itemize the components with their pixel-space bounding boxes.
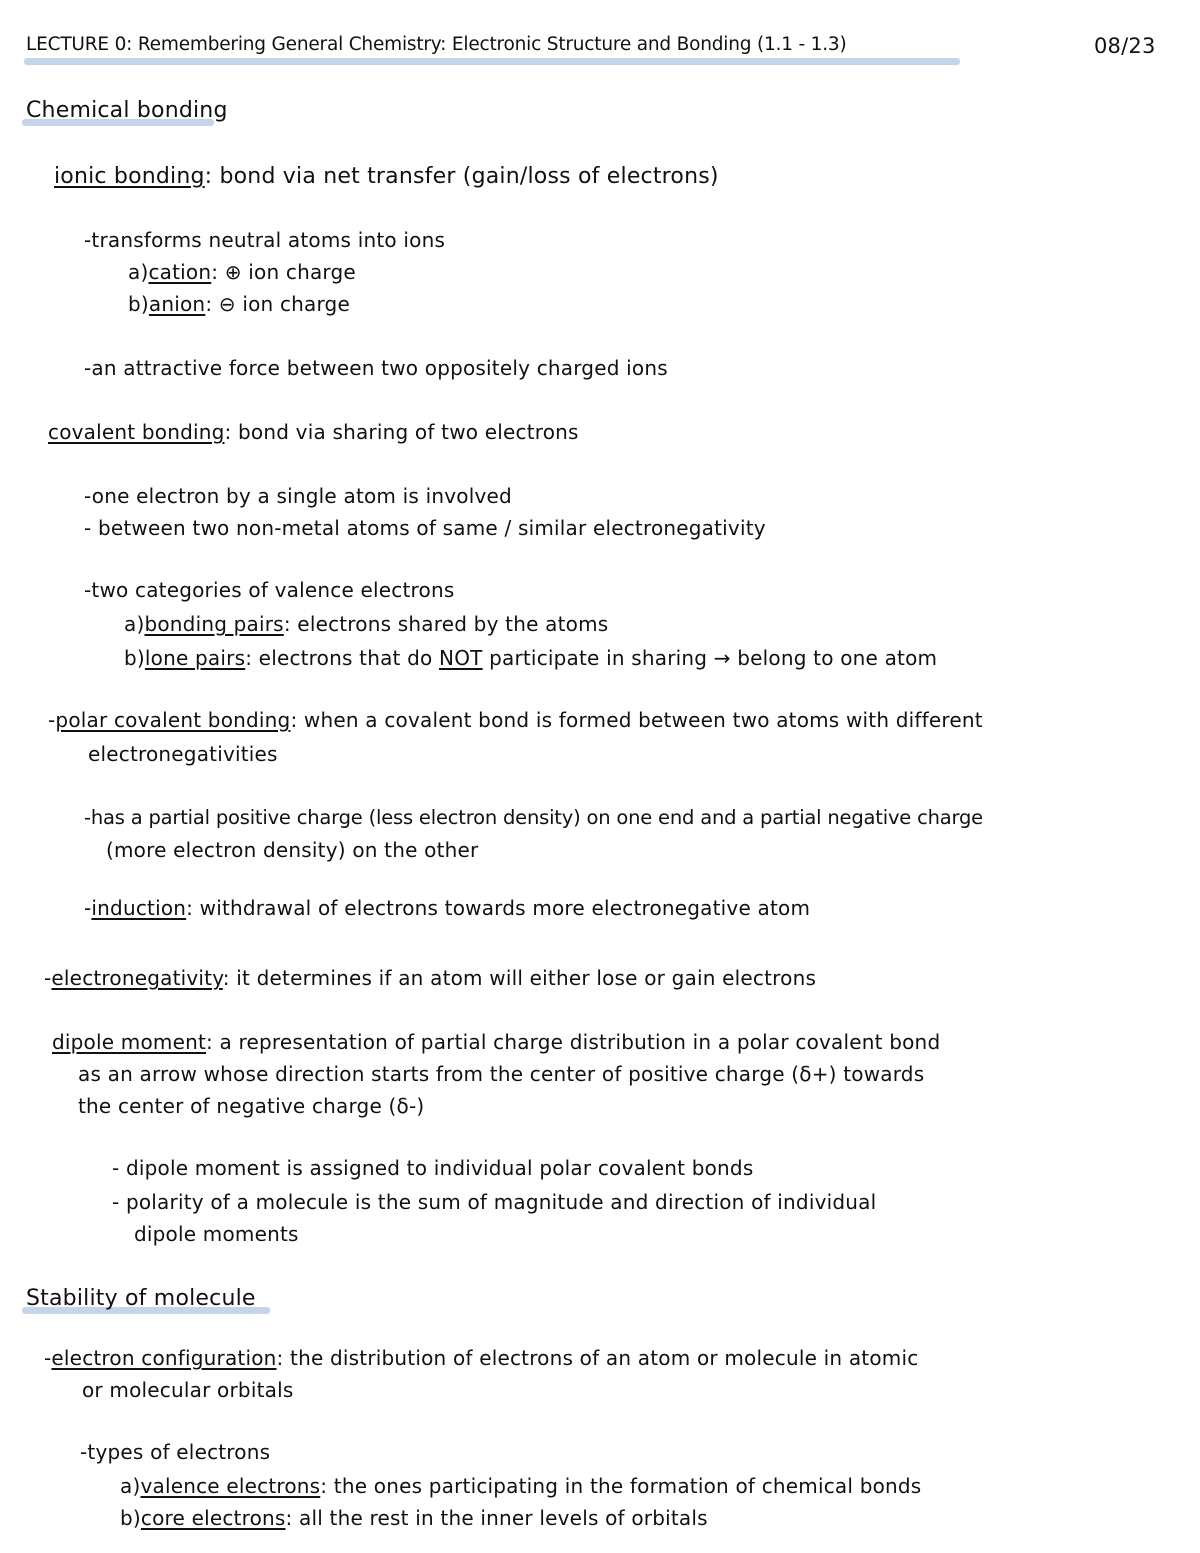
anion-line <box>128 294 350 314</box>
page-title: LECTURE 0: Remembering General Chemistry: Electronic Structure and Bonding (1.1 - 1.3) <box>26 34 847 55</box>
term: electron configuration <box>51 1346 277 1370</box>
ionic-line <box>54 166 719 188</box>
term: cation <box>148 260 212 284</box>
types-intro: -types of electrons <box>80 1440 271 1464</box>
covalent-line <box>48 422 579 442</box>
definition: : a representation of partial charge distribution in a polar covalent bond <box>206 1030 941 1054</box>
partial-charge-1: -has a partial positive charge (less electron density) on one end and a partial negative charge <box>84 806 983 829</box>
dipole-sub1: - dipole moment is assigned to individual polar covalent bonds <box>112 1156 754 1180</box>
dipole-line <box>52 1032 940 1052</box>
definition: : the distribution of electrons of an atom or molecule in atomic <box>276 1346 919 1370</box>
lone-pairs-line <box>124 648 937 668</box>
definition-cont: participate in sharing → belong to one atom <box>482 646 938 670</box>
valence-electrons-line <box>120 1476 921 1496</box>
prefix: b) <box>120 1506 141 1530</box>
term: anion <box>148 292 206 316</box>
polar-line-2: electronegativities <box>88 742 278 766</box>
section-heading: Chemical bonding <box>26 98 228 123</box>
covalent-sub1: -one electron by a single atom is involved <box>84 484 512 508</box>
dipole-sub2b: dipole moments <box>134 1222 299 1246</box>
definition: : all the rest in the inner levels of orbitals <box>285 1506 708 1530</box>
emphasis: NOT <box>439 646 483 670</box>
prefix: a) <box>128 260 149 284</box>
page-date: 08/23 <box>1094 34 1156 58</box>
core-electrons-line <box>120 1508 708 1528</box>
ec-line: -electron configuration: the distribution of electrons of an atom or molecule in atomic <box>44 1346 919 1370</box>
definition: : when a covalent bond is formed between two atoms with different <box>290 708 983 732</box>
definition: : electrons that do <box>245 646 440 670</box>
polar-line: -polar covalent bonding: when a covalent bond is formed between two atoms with different <box>48 708 983 732</box>
ionic-sub1: -transforms neutral atoms into ions <box>84 228 446 252</box>
term: bonding pairs <box>144 612 284 636</box>
term: polar covalent bonding <box>55 708 291 732</box>
term: electronegativity <box>51 966 223 990</box>
term: dipole moment <box>52 1030 207 1054</box>
prefix: b) <box>128 292 149 316</box>
prefix: a) <box>124 612 145 636</box>
prefix: a) <box>120 1474 141 1498</box>
en-line: -electronegativity: it determines if an atom will either lose or gain electrons <box>44 966 817 990</box>
definition: : it determines if an atom will either lose or gain electrons <box>222 966 817 990</box>
term: lone pairs <box>144 646 246 670</box>
valence-intro: -two categories of valence electrons <box>84 578 455 602</box>
term: core electrons <box>140 1506 286 1530</box>
term: covalent bonding <box>48 420 225 444</box>
definition: : withdrawal of electrons towards more electronegative atom <box>186 896 811 920</box>
definition: : electrons shared by the atoms <box>283 612 609 636</box>
bonding-pairs-line <box>124 614 608 634</box>
prefix: b) <box>124 646 145 670</box>
definition: : the ones participating in the formation of chemical bonds <box>320 1474 922 1498</box>
section-heading: Stability of molecule <box>26 1286 256 1311</box>
dipole-line-2: as an arrow whose direction starts from the center of positive charge (δ+) towards <box>78 1062 925 1086</box>
induction-line: -induction: withdrawal of electrons towards more electronegative atom <box>84 896 811 920</box>
cation-line <box>128 262 356 282</box>
definition: : ⊖ ion charge <box>205 292 350 316</box>
dipole-sub2a: - polarity of a molecule is the sum of magnitude and direction of individual <box>112 1190 877 1214</box>
partial-charge-2: (more electron density) on the other <box>106 838 479 862</box>
ec-line-2: or molecular orbitals <box>82 1378 294 1402</box>
definition: : bond via net transfer (gain/loss of electrons) <box>204 164 719 189</box>
dipole-line-3: the center of negative charge (δ-) <box>78 1094 425 1118</box>
covalent-sub2: - between two non-metal atoms of same / similar electronegativity <box>84 516 766 540</box>
definition: : ⊕ ion charge <box>211 260 356 284</box>
definition: : bond via sharing of two electrons <box>224 420 579 444</box>
ionic-sub2: -an attractive force between two oppositely charged ions <box>84 356 668 380</box>
term: valence electrons <box>140 1474 321 1498</box>
term: ionic bonding <box>54 164 205 189</box>
title-highlight <box>24 58 960 65</box>
term: induction <box>91 896 187 920</box>
